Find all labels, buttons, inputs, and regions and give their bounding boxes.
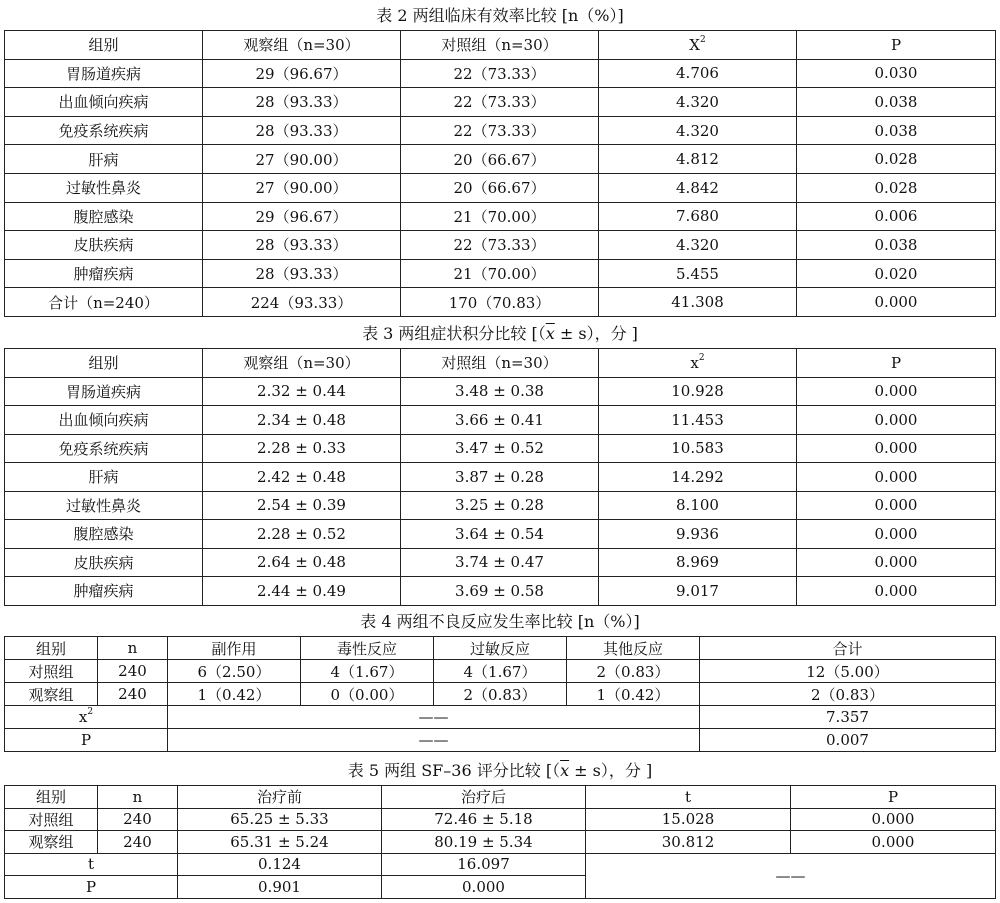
table-cell: 合计（n=240） <box>5 288 203 317</box>
column-header: 对照组（n=30） <box>401 349 599 378</box>
column-header: 组别 <box>5 637 98 660</box>
table-cell: 22（73.33） <box>401 116 599 145</box>
table-cell: 41.308 <box>599 288 797 317</box>
table-cell: 1（0.42） <box>168 683 301 706</box>
superscript: 2 <box>87 707 94 717</box>
superscript: 2 <box>698 352 705 363</box>
table-cell: 5.455 <box>599 259 797 288</box>
column-header: 毒性反应 <box>301 637 434 660</box>
table-cell: 2.34 ± 0.48 <box>203 406 401 435</box>
table-cell: 3.69 ± 0.58 <box>401 577 599 606</box>
column-header: 组别 <box>5 349 203 378</box>
table-row <box>5 406 996 435</box>
table-row <box>5 173 996 202</box>
column-header: t <box>586 786 791 809</box>
table-cell: 20（66.67） <box>401 173 599 202</box>
table-row <box>5 59 996 88</box>
table2 <box>4 30 996 317</box>
table-cell: 0.000 <box>797 406 996 435</box>
table-cell: 3.74 ± 0.47 <box>401 548 599 577</box>
table-cell: 0.000 <box>797 520 996 549</box>
table-cell: 过敏性鼻炎 <box>5 491 203 520</box>
table-cell: 28（93.33） <box>203 259 401 288</box>
table-cell: 皮肤疾病 <box>5 548 203 577</box>
table-cell: 2（0.83） <box>700 683 996 706</box>
table-row <box>5 660 996 683</box>
table-row <box>5 116 996 145</box>
table-cell: 240 <box>98 831 178 854</box>
table-row <box>5 577 996 606</box>
table-cell: 3.47 ± 0.52 <box>401 434 599 463</box>
table-cell: 80.19 ± 5.34 <box>382 831 586 854</box>
table-cell: 0.000 <box>797 288 996 317</box>
column-header: n <box>98 786 178 809</box>
table-cell: 224（93.33） <box>203 288 401 317</box>
table-cell: 0.000 <box>797 548 996 577</box>
column-header: 组别 <box>5 31 203 60</box>
table-row <box>5 434 996 463</box>
table-cell: 240 <box>98 683 168 706</box>
table-row <box>5 520 996 549</box>
table-cell: 2.64 ± 0.48 <box>203 548 401 577</box>
table-cell: 观察组 <box>5 683 98 706</box>
table-cell: 0.000 <box>797 377 996 406</box>
table-cell: 腹腔感染 <box>5 202 203 231</box>
table-cell: 0.038 <box>797 116 996 145</box>
table-cell: 对照组 <box>5 808 98 831</box>
table-cell: 27（90.00） <box>203 173 401 202</box>
table-cell: 2.32 ± 0.44 <box>203 377 401 406</box>
table-row <box>5 288 996 317</box>
table-cell: 6（2.50） <box>168 660 301 683</box>
table-cell: 出血倾向疾病 <box>5 88 203 117</box>
column-header: 合计 <box>700 637 996 660</box>
column-header: P <box>791 786 996 809</box>
column-header: 其他反应 <box>567 637 700 660</box>
table-cell: 肝病 <box>5 145 203 174</box>
table-cell: 72.46 ± 5.18 <box>382 808 586 831</box>
dash-cell: —— <box>586 853 996 898</box>
t-label: t <box>5 853 178 876</box>
dash-cell: —— <box>168 706 700 729</box>
table-cell: 0.000 <box>797 434 996 463</box>
table-row <box>5 88 996 117</box>
table-cell: 21（70.00） <box>401 202 599 231</box>
table-cell: 14.292 <box>599 463 797 492</box>
column-header: 治疗前 <box>178 786 382 809</box>
table-cell: 20（66.67） <box>401 145 599 174</box>
table4-p-row <box>5 729 996 752</box>
table-cell: 免疫系统疾病 <box>5 116 203 145</box>
table-cell: 4.812 <box>599 145 797 174</box>
table-row <box>5 377 996 406</box>
table-cell: 65.31 ± 5.24 <box>178 831 382 854</box>
table-cell: 2.42 ± 0.48 <box>203 463 401 492</box>
p-label: P <box>5 729 168 752</box>
table-cell: 腹腔感染 <box>5 520 203 549</box>
table-cell: 出血倾向疾病 <box>5 406 203 435</box>
table-cell: 9.936 <box>599 520 797 549</box>
table-cell: 肿瘤疾病 <box>5 259 203 288</box>
table-cell: 170（70.83） <box>401 288 599 317</box>
x2-label: $x^2$ <box>5 706 168 729</box>
column-header: 过敏反应 <box>434 637 567 660</box>
table-cell: 11.453 <box>599 406 797 435</box>
column-header: 观察组（n=30） <box>203 31 401 60</box>
column-header: P <box>797 31 996 60</box>
table-row <box>5 831 996 854</box>
t-after: 16.097 <box>382 853 586 876</box>
table-cell: 10.583 <box>599 434 797 463</box>
table-cell: 29（96.67） <box>203 59 401 88</box>
column-header: 观察组（n=30） <box>203 349 401 378</box>
table-cell: 9.017 <box>599 577 797 606</box>
table-row <box>5 808 996 831</box>
table-cell: 10.928 <box>599 377 797 406</box>
table-row <box>5 145 996 174</box>
table-row <box>5 463 996 492</box>
table-cell: 肝病 <box>5 463 203 492</box>
table-cell: 0.028 <box>797 145 996 174</box>
table3-header-row <box>5 349 996 378</box>
table2-header-row <box>5 31 996 60</box>
table-cell: 3.25 ± 0.28 <box>401 491 599 520</box>
table-cell: 8.969 <box>599 548 797 577</box>
table-cell: 3.64 ± 0.54 <box>401 520 599 549</box>
table-cell: 0.000 <box>791 831 996 854</box>
table-cell: 3.48 ± 0.38 <box>401 377 599 406</box>
table-cell: 4.320 <box>599 231 797 260</box>
table3 <box>4 348 996 606</box>
table-cell: 2.28 ± 0.33 <box>203 434 401 463</box>
table-cell: 29（96.67） <box>203 202 401 231</box>
column-header: 组别 <box>5 786 98 809</box>
table-cell: 240 <box>98 660 168 683</box>
table3-caption: 表 3 两组症状积分比较 [$(\overline{x} \pm s)$，分 ] <box>362 324 638 343</box>
table-cell: 0.000 <box>797 491 996 520</box>
table-cell: 0.000 <box>791 808 996 831</box>
column-header: $X^2$ <box>599 31 797 60</box>
table5-t-row <box>5 853 996 876</box>
table-row <box>5 259 996 288</box>
table4-header-row <box>5 637 996 660</box>
table-cell: 0.028 <box>797 173 996 202</box>
x2-value: 7.357 <box>700 706 996 729</box>
table-cell: 对照组 <box>5 660 98 683</box>
column-header: $x^2$ <box>599 349 797 378</box>
table-cell: 22（73.33） <box>401 88 599 117</box>
table-cell: 3.66 ± 0.41 <box>401 406 599 435</box>
column-header: 对照组（n=30） <box>401 31 599 60</box>
table-cell: 2（0.83） <box>567 660 700 683</box>
table-cell: 0（0.00） <box>301 683 434 706</box>
table-cell: 27（90.00） <box>203 145 401 174</box>
table4 <box>4 636 996 752</box>
table-cell: 胃肠道疾病 <box>5 59 203 88</box>
table-cell: 2.28 ± 0.52 <box>203 520 401 549</box>
table5-caption: 表 5 两组 SF–36 评分比较 [$(\overline{x} \pm s)$，分 ] <box>347 761 653 780</box>
p-before: 0.901 <box>178 876 382 899</box>
table-cell: 3.87 ± 0.28 <box>401 463 599 492</box>
column-header: 治疗后 <box>382 786 586 809</box>
table-cell: 2.44 ± 0.49 <box>203 577 401 606</box>
table-cell: 4（1.67） <box>434 660 567 683</box>
table-cell: 28（93.33） <box>203 231 401 260</box>
table-cell: 30.812 <box>586 831 791 854</box>
table-cell: 4.842 <box>599 173 797 202</box>
table-cell: 肿瘤疾病 <box>5 577 203 606</box>
table-cell: 15.028 <box>586 808 791 831</box>
table-cell: 0.038 <box>797 231 996 260</box>
table-cell: 4.320 <box>599 116 797 145</box>
table-row <box>5 548 996 577</box>
table-cell: 2（0.83） <box>434 683 567 706</box>
column-header: P <box>797 349 996 378</box>
table-row <box>5 231 996 260</box>
t-before: 0.124 <box>178 853 382 876</box>
p-after: 0.000 <box>382 876 586 899</box>
table-cell: 7.680 <box>599 202 797 231</box>
table-cell: 28（93.33） <box>203 116 401 145</box>
table-cell: 21（70.00） <box>401 259 599 288</box>
table-cell: 0.038 <box>797 88 996 117</box>
table-row <box>5 491 996 520</box>
table-cell: 240 <box>98 808 178 831</box>
table-cell: 皮肤疾病 <box>5 231 203 260</box>
table-cell: 4.706 <box>599 59 797 88</box>
table-cell: 65.25 ± 5.33 <box>178 808 382 831</box>
table-cell: 4.320 <box>599 88 797 117</box>
table-cell: 0.030 <box>797 59 996 88</box>
table5-header-row <box>5 786 996 809</box>
table4-x2-row <box>5 706 996 729</box>
table-cell: 0.000 <box>797 463 996 492</box>
table5 <box>4 785 996 899</box>
table-cell: 22（73.33） <box>401 231 599 260</box>
table-row <box>5 683 996 706</box>
p-value: 0.007 <box>700 729 996 752</box>
table-cell: 28（93.33） <box>203 88 401 117</box>
column-header: 副作用 <box>168 637 301 660</box>
table4-caption: 表 4 两组不良反应发生率比较 [n（%）] <box>360 612 640 631</box>
table-cell: 胃肠道疾病 <box>5 377 203 406</box>
table-cell: 8.100 <box>599 491 797 520</box>
table-cell: 观察组 <box>5 831 98 854</box>
table-cell: 2.54 ± 0.39 <box>203 491 401 520</box>
table-cell: 0.020 <box>797 259 996 288</box>
column-header: n <box>98 637 168 660</box>
p-label: P <box>5 876 178 899</box>
table-cell: 1（0.42） <box>567 683 700 706</box>
table-row <box>5 202 996 231</box>
table-cell: 12（5.00） <box>700 660 996 683</box>
table-cell: 0.000 <box>797 577 996 606</box>
table-cell: 过敏性鼻炎 <box>5 173 203 202</box>
table2-caption: 表 2 两组临床有效率比较 [n（%）] <box>376 6 624 25</box>
dash-cell: —— <box>168 729 700 752</box>
superscript: 2 <box>699 34 706 45</box>
table-cell: 4（1.67） <box>301 660 434 683</box>
table-cell: 22（73.33） <box>401 59 599 88</box>
table-cell: 0.006 <box>797 202 996 231</box>
table-cell: 免疫系统疾病 <box>5 434 203 463</box>
